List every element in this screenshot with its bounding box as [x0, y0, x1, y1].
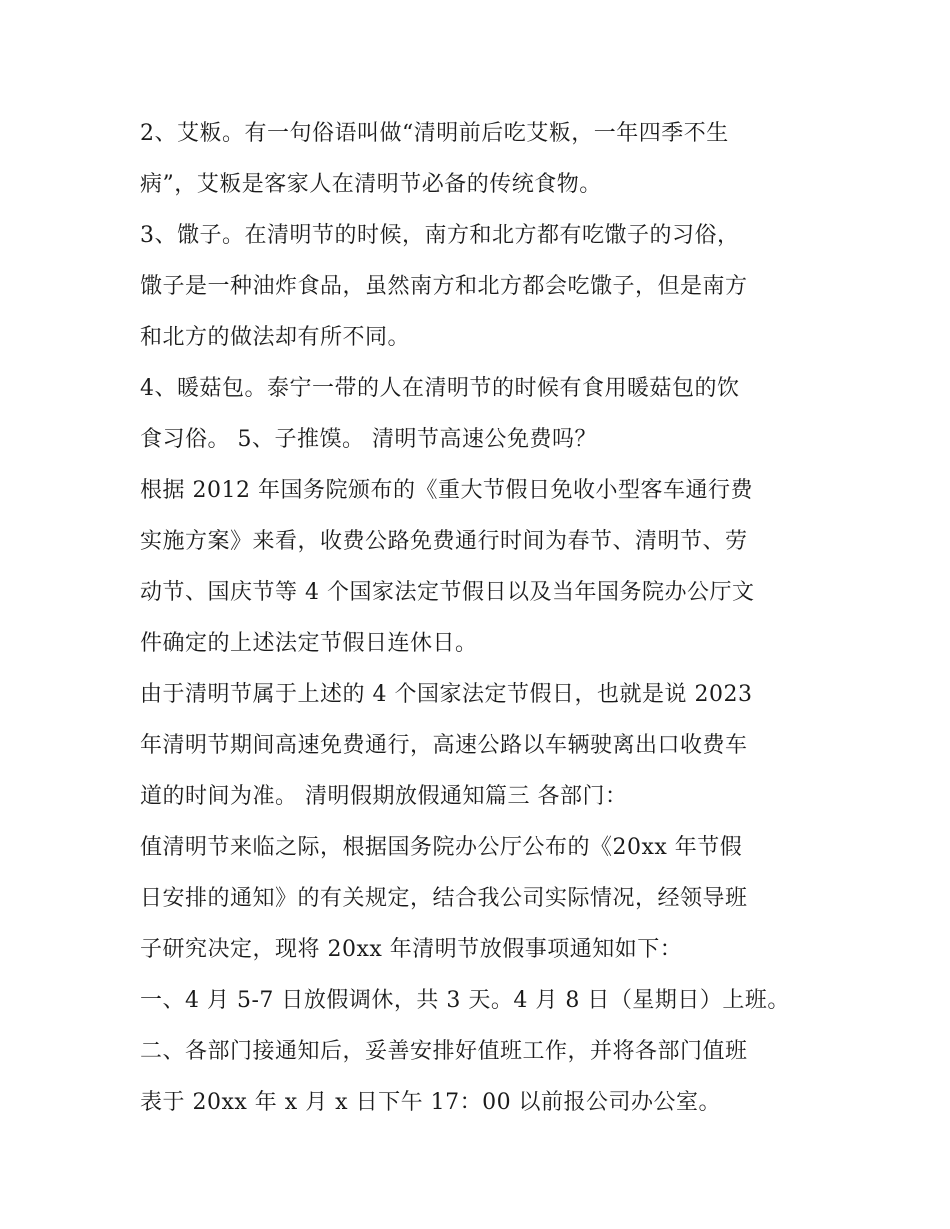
- paragraph-nuangubao: [140, 363, 820, 465]
- text-line: 表于 20xx 年 x 月 x 日下午 17：00 以前报公司办公室。: [140, 1090, 722, 1115]
- text-line: 年清明节期间高速免费通行，高速公路以车辆驶离出口收费车: [140, 733, 748, 758]
- text-line: 4、暖菇包。泰宁一带的人在清明节的时候有食用暖菇包的饮: [140, 376, 740, 401]
- paragraph-toll-policy: [140, 465, 820, 669]
- text-line: 3、馓子。在清明节的时候，南方和北方都有吃馓子的习俗，: [140, 223, 740, 248]
- paragraph-aiban: [140, 108, 820, 210]
- text-line: 馓子是一种油炸食品，虽然南方和北方都会吃馓子，但是南方: [140, 274, 748, 299]
- paragraph-sanzi: [140, 210, 820, 363]
- text-line: 道的时间为准。 清明假期放假通知篇三 各部门：: [140, 784, 628, 809]
- text-line: 和北方的做法却有所不同。: [140, 325, 411, 350]
- document-body: [140, 108, 820, 1128]
- text-line: 日安排的通知》的有关规定，结合我公司实际情况，经领导班: [140, 886, 748, 911]
- text-line: 一、4 月 5-7 日放假调休，共 3 天。4 月 8 日（星期日）上班。: [140, 988, 790, 1013]
- text-line: 由于清明节属于上述的 4 个国家法定节假日，也就是说 2023: [140, 682, 753, 707]
- text-line: 二、各部门接通知后，妥善安排好值班工作，并将各部门值班: [140, 1039, 748, 1064]
- paragraph-item-one: [140, 975, 820, 1026]
- text-line: 病”，艾粄是客家人在清明节必备的传统食物。: [140, 172, 602, 197]
- text-line: 实施方案》来看，收费公路免费通行时间为春节、清明节、劳: [140, 529, 748, 554]
- paragraph-toll-free-2023: [140, 669, 820, 822]
- text-line: 食习俗。 5、子推馍。 清明节高速公免费吗？: [140, 427, 597, 452]
- text-line: 值清明节来临之际，根据国务院办公厅公布的《20xx 年节假: [140, 835, 743, 860]
- text-line: 动节、国庆节等 4 个国家法定节假日以及当年国务院办公厅文: [140, 580, 755, 605]
- paragraph-item-two: [140, 1026, 820, 1128]
- text-line: 根据 2012 年国务院颁布的《重大节假日免收小型客车通行费: [140, 478, 753, 503]
- text-line: 子研究决定，现将 20xx 年清明节放假事项通知如下：: [140, 937, 683, 962]
- text-line: 件确定的上述法定节假日连休日。: [140, 631, 478, 656]
- paragraph-holiday-notice: [140, 822, 820, 975]
- text-line: 2、艾粄。有一句俗语叫做“清明前后吃艾粄，一年四季不生: [140, 121, 729, 146]
